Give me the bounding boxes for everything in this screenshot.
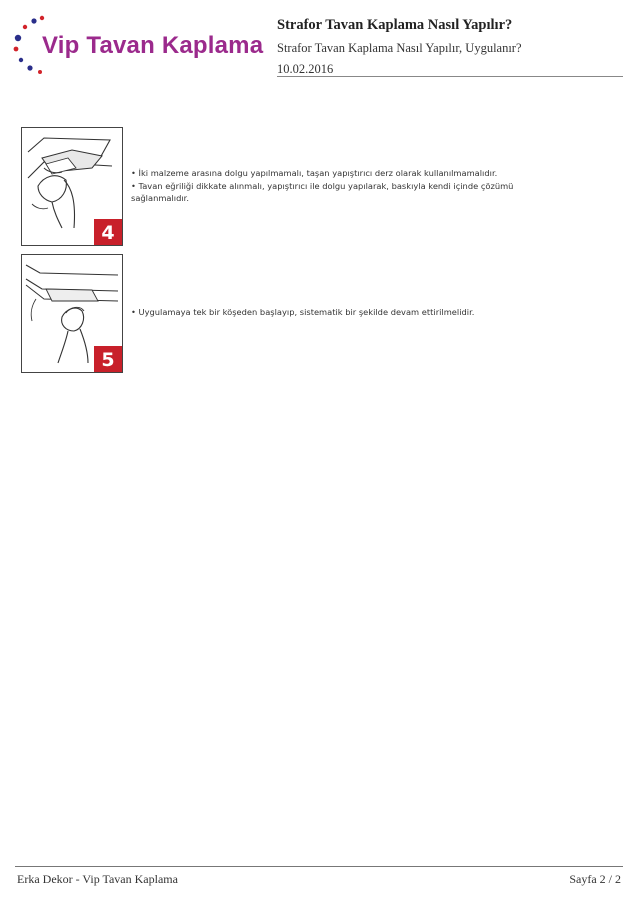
footer-page-number: Sayfa 2 / 2 bbox=[569, 872, 621, 886]
ceiling-install-illustration-icon bbox=[22, 128, 122, 245]
step-4-illustration bbox=[21, 127, 123, 246]
footer-rule bbox=[15, 866, 623, 867]
ceiling-corner-illustration-icon bbox=[22, 255, 122, 372]
step-5-number: 5 bbox=[101, 349, 115, 371]
brand-logo bbox=[12, 14, 264, 76]
step-5-illustration bbox=[21, 254, 123, 373]
step-4-number: 4 bbox=[101, 222, 115, 244]
document-subtitle: Strafor Tavan Kaplama Nasıl Yapılır, Uygulanır? bbox=[277, 41, 522, 55]
document-title: Strafor Tavan Kaplama Nasıl Yapılır? bbox=[277, 17, 513, 33]
step-4-line-1: • İki malzeme arasına dolgu yapılmamalı, taşan yapıştırıcı derz olarak kullanılmamalıdır. bbox=[131, 168, 498, 178]
step-5-text bbox=[131, 306, 591, 319]
step-4-line-2: • Tavan eğriliği dikkate alınmalı, yapıştırıcı ile dolgu yapılarak, baskıyla kendi içinde çözümü bbox=[131, 180, 514, 191]
header-rule bbox=[277, 76, 623, 77]
footer-company: Erka Dekor - Vip Tavan Kaplama bbox=[17, 872, 178, 886]
logo-text: Vip Tavan Kaplama bbox=[42, 32, 264, 59]
step-5-line-1: • Uygulamaya tek bir köşeden başlayıp, sistematik bir şekilde devam ettirilmelidir. bbox=[131, 307, 475, 317]
step-4-text bbox=[131, 167, 591, 205]
document-date: 10.02.2016 bbox=[277, 62, 334, 76]
page-header bbox=[0, 0, 638, 80]
step-4-line-3: sağlanmalıdır. bbox=[131, 193, 189, 203]
